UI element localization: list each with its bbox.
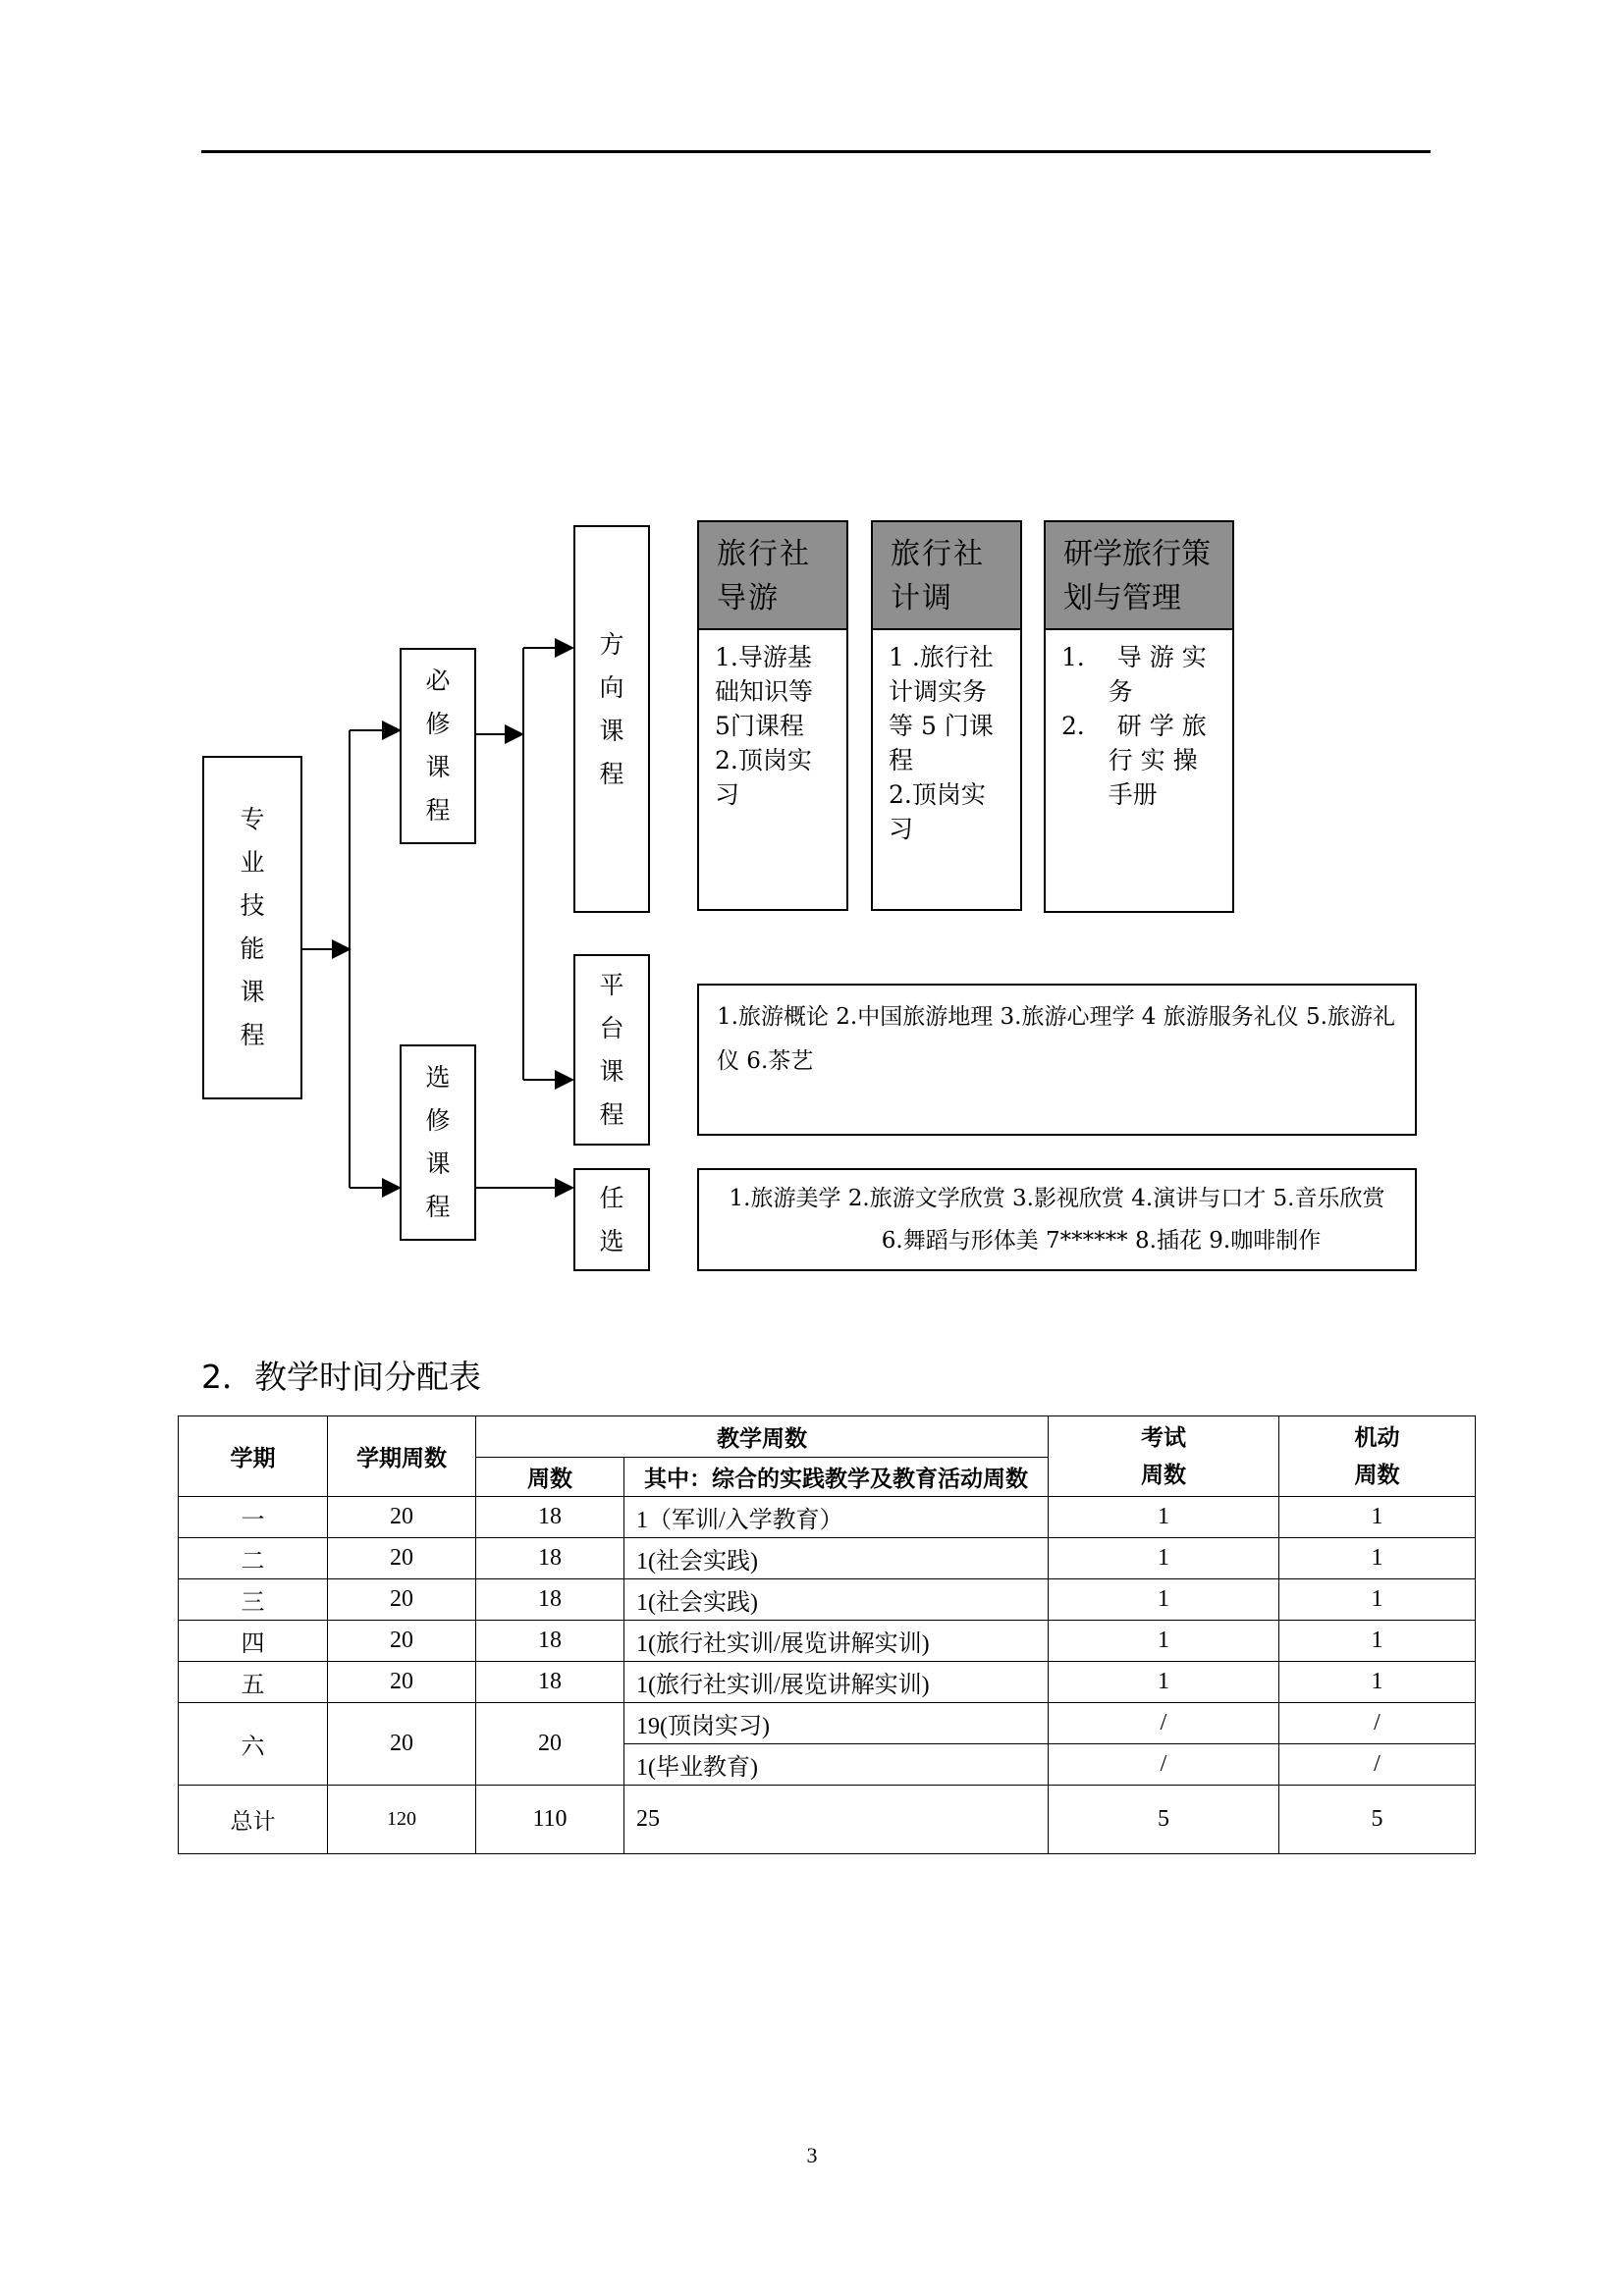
cell-exam: / (1049, 1703, 1279, 1744)
direction-char: 程 (599, 760, 624, 788)
track-body (873, 630, 1020, 856)
cell-flex: 1 (1279, 1538, 1476, 1579)
teaching-time-table (178, 1415, 1476, 1854)
cell-flex: / (1279, 1744, 1476, 1786)
cell-semester-weeks: 20 (328, 1703, 476, 1786)
cell-weeks: 110 (476, 1786, 624, 1854)
required-char: 必 (425, 667, 451, 695)
elective-char: 修 (425, 1106, 451, 1135)
page-number: 3 (806, 2143, 818, 2167)
header-exam-line-2: 周数 (1141, 1462, 1186, 1488)
table-row (179, 1538, 1476, 1579)
cell-semester: 四 (179, 1621, 328, 1662)
cell-weeks: 20 (476, 1703, 624, 1786)
cell-practice: 1(社会实践) (624, 1579, 1049, 1621)
header-flex-line-2: 周数 (1354, 1462, 1400, 1488)
header-practice-weeks: 其中：综合的实践教学及教育活动周数 (624, 1458, 1049, 1497)
root-char: 专 (240, 805, 265, 833)
cell-exam: 1 (1049, 1538, 1279, 1579)
track-line: 习 (889, 815, 914, 843)
cell-exam: 5 (1049, 1786, 1279, 1854)
header-flex-line-1: 机动 (1354, 1424, 1400, 1451)
cell-flex: 5 (1279, 1786, 1476, 1854)
table-row (179, 1703, 1476, 1744)
section-title: 2．教学时间分配表 (201, 1358, 481, 1396)
track-line: 行 实 操 (1061, 746, 1198, 774)
cell-semester-weeks: 20 (328, 1497, 476, 1538)
cell-semester: 二 (179, 1538, 328, 1579)
platform-char: 平 (599, 970, 624, 999)
table-header-row (179, 1416, 1476, 1458)
required-char: 课 (425, 753, 451, 781)
header-exam-line-1: 考试 (1141, 1424, 1186, 1451)
cell-weeks: 18 (476, 1621, 624, 1662)
platform-courses-text: 1.旅游概论 2.中国旅游地理 3.旅游心理学 4 旅游服务礼仪 5.旅游礼仪 6.茶艺 (717, 1004, 1395, 1074)
header-exam-weeks (1049, 1416, 1279, 1497)
root-char: 能 (240, 934, 265, 963)
required-char: 修 (425, 710, 451, 738)
track-title: 旅行社导游 (699, 522, 846, 630)
table-row (179, 1621, 1476, 1662)
table-row (179, 1662, 1476, 1703)
track-line: 础知识等 (715, 677, 814, 706)
platform-courses-box (697, 984, 1417, 1136)
table-row (179, 1497, 1476, 1538)
direction-char: 课 (599, 717, 624, 745)
cell-practice: 1(旅行社实训/展览讲解实训) (624, 1621, 1049, 1662)
optional-box (573, 1168, 650, 1271)
cell-flex: 1 (1279, 1579, 1476, 1621)
platform-char: 程 (599, 1099, 624, 1129)
header-weeks: 周数 (476, 1458, 624, 1497)
cell-semester: 总计 (179, 1786, 328, 1854)
cell-practice: 25 (624, 1786, 1049, 1854)
track-title: 研学旅行策划与管理 (1046, 522, 1232, 630)
cell-semester: 一 (179, 1497, 328, 1538)
track-line: 手册 (1061, 780, 1158, 809)
header-teaching-weeks: 教学周数 (476, 1416, 1049, 1458)
cell-exam: 1 (1049, 1662, 1279, 1703)
track-line: 务 (1061, 677, 1133, 706)
track-line: 1.导游基 (715, 643, 812, 671)
header-semester-weeks: 学期周数 (328, 1416, 476, 1497)
track-line: 习 (715, 780, 740, 809)
cell-flex: / (1279, 1703, 1476, 1744)
track-body (1046, 630, 1232, 822)
cell-exam: 1 (1049, 1621, 1279, 1662)
root-box (202, 756, 302, 1099)
track-line: 等 5 门课 (889, 712, 994, 740)
cell-practice: 1(旅行社实训/展览讲解实训) (624, 1662, 1049, 1703)
header-flex-weeks (1279, 1416, 1476, 1497)
root-char: 程 (240, 1021, 265, 1049)
cell-practice: 1(毕业教育) (624, 1744, 1049, 1786)
cell-semester-weeks: 20 (328, 1662, 476, 1703)
cell-semester-weeks: 20 (328, 1538, 476, 1579)
track-line: 1． 导 游 实 (1061, 643, 1207, 671)
cell-weeks: 18 (476, 1497, 624, 1538)
platform-char: 课 (599, 1056, 624, 1086)
cell-semester-weeks: 20 (328, 1621, 476, 1662)
header-semester: 学期 (179, 1416, 328, 1497)
direction-box (573, 525, 650, 913)
track-line: 1 .旅行社 (889, 643, 994, 671)
cell-semester-weeks: 120 (328, 1786, 476, 1854)
optional-courses-box (697, 1168, 1417, 1271)
direction-char: 方 (599, 630, 624, 659)
cell-weeks: 18 (476, 1538, 624, 1579)
optional-courses-line-2: 6.舞蹈与形体美 7****** 8.插花 9.咖啡制作 (881, 1228, 1322, 1254)
cell-flex: 1 (1279, 1497, 1476, 1538)
track-line: 2． 研 学 旅 (1061, 712, 1207, 740)
cell-semester-weeks: 20 (328, 1579, 476, 1621)
cell-exam: 1 (1049, 1497, 1279, 1538)
cell-flex: 1 (1279, 1621, 1476, 1662)
cell-exam: 1 (1049, 1579, 1279, 1621)
optional-courses-line-1: 1.旅游美学 2.旅游文学欣赏 3.影视欣赏 4.演讲与口才 5.音乐欣赏 (729, 1186, 1385, 1211)
track-box-guide (697, 520, 848, 911)
optional-char: 任 (599, 1183, 624, 1212)
track-line: 2.顶岗实 (715, 746, 812, 774)
cell-weeks: 18 (476, 1579, 624, 1621)
cell-practice: 1(社会实践) (624, 1538, 1049, 1579)
required-char: 程 (425, 796, 451, 825)
elective-char: 课 (425, 1149, 451, 1178)
table-total-row (179, 1786, 1476, 1854)
cell-flex: 1 (1279, 1662, 1476, 1703)
cell-weeks: 18 (476, 1662, 624, 1703)
cell-practice: 19(顶岗实习) (624, 1703, 1049, 1744)
cell-semester: 六 (179, 1703, 328, 1786)
platform-char: 台 (599, 1013, 624, 1042)
elective-box (400, 1044, 476, 1241)
table-row (179, 1579, 1476, 1621)
root-char: 课 (240, 978, 265, 1006)
root-char: 技 (240, 891, 265, 920)
track-line: 计调实务 (889, 677, 988, 706)
direction-char: 向 (599, 673, 624, 702)
elective-char: 选 (425, 1063, 451, 1092)
cell-practice: 1（军训/入学教育） (624, 1497, 1049, 1538)
track-body (699, 630, 846, 822)
root-char: 业 (240, 848, 265, 877)
platform-box (573, 954, 650, 1146)
track-line: 2.顶岗实 (889, 780, 986, 809)
required-box (400, 648, 476, 844)
track-box-planning (871, 520, 1022, 911)
cell-semester: 三 (179, 1579, 328, 1621)
cell-semester: 五 (179, 1662, 328, 1703)
elective-char: 程 (425, 1193, 451, 1221)
optional-char: 选 (599, 1226, 624, 1255)
cell-exam: / (1049, 1744, 1279, 1786)
track-box-study-travel (1044, 520, 1234, 913)
track-line: 5门课程 (715, 712, 804, 740)
track-title: 旅行社计调 (873, 522, 1020, 630)
track-line: 程 (889, 746, 914, 774)
